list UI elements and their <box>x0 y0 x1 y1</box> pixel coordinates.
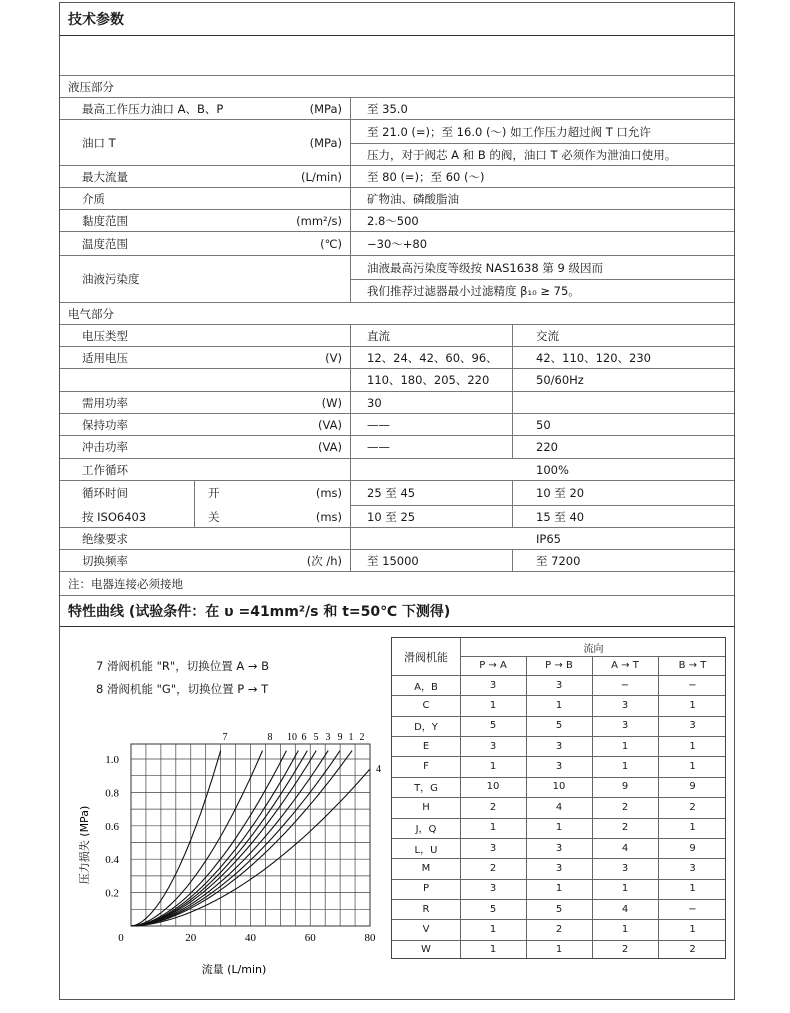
table-cell: 1 <box>555 883 563 895</box>
table-cell: 1 <box>555 822 563 834</box>
spec-value: 10 至 25 <box>367 509 416 524</box>
spec-value: 25 至 45 <box>367 486 416 500</box>
spec-label: 绝缘要求 <box>82 531 128 546</box>
spec-unit: (VA) <box>318 417 342 432</box>
electrical-section-title: 电气部分 <box>68 306 114 321</box>
spec-unit: (MPa) <box>309 135 342 150</box>
spec-value: 15 至 40 <box>536 509 585 524</box>
spec-label: 温度范围 <box>82 236 128 251</box>
ground-note: 注：电器连接必须接地 <box>68 576 183 591</box>
y-axis-label: 压力损失 (MPa) <box>78 805 91 885</box>
spec-value: 30 <box>367 395 382 410</box>
spec-label: 介质 <box>82 191 105 206</box>
curve-2 <box>131 751 352 926</box>
table-cell: 2 <box>621 801 629 813</box>
spec-value: 我们推荐过滤器最小过滤精度 β₁₀ ≥ 75。 <box>367 284 580 298</box>
table-cell: 3 <box>555 679 563 691</box>
table-cell: 3 <box>555 761 563 773</box>
x-tick-label: 20 <box>185 932 197 944</box>
table-cell: D，Y <box>414 722 438 734</box>
spec-label: 开 <box>208 486 220 500</box>
x-tick-label: 60 <box>304 932 316 944</box>
spec-value: 矿物油、磷酸脂油 <box>367 191 459 206</box>
spec-label: 最大流量 <box>82 169 128 184</box>
spec-label: 切换频率 <box>82 553 128 568</box>
spec-unit: (mm²/s) <box>296 213 342 228</box>
spec-label: 最高工作压力油口 A、B、P <box>82 101 224 116</box>
table-cell: 1 <box>555 944 563 956</box>
spec-value: 直流 <box>367 328 390 343</box>
spec-unit: (W) <box>321 395 342 410</box>
table-header-cell: B → T <box>678 660 707 671</box>
spec-unit: (VA) <box>318 440 342 454</box>
table-cell: 2 <box>555 923 563 935</box>
table-cell: T，G <box>414 783 438 795</box>
table-cell: 5 <box>489 903 497 915</box>
table-cell: 5 <box>555 720 563 732</box>
table-cell: 1 <box>689 761 696 773</box>
spec-label: 关 <box>208 509 220 524</box>
spec-label: 需用功率 <box>82 395 128 410</box>
curve-label: 1 <box>348 732 354 743</box>
curve-label: 8 <box>267 732 273 743</box>
spec-value: 至 21.0 (=)；至 16.0 (～) 如工作压力超过阀 T 口允许 <box>367 124 651 139</box>
table-cell: 1 <box>621 883 629 895</box>
page-title: 技术参数 <box>68 12 124 28</box>
spec-value: 220 <box>536 440 558 454</box>
curve-label: 4 <box>376 764 381 775</box>
table-cell: 9 <box>689 842 696 854</box>
hydraulic-section-title: 液压部分 <box>68 79 114 94</box>
table-cell: 2 <box>621 944 629 956</box>
table-header-cell: P → B <box>545 660 573 671</box>
table-cell: 2 <box>621 822 629 834</box>
y-tick-label: 0.8 <box>105 787 119 800</box>
table-cell: C <box>422 700 430 712</box>
spec-unit: (MPa) <box>309 101 342 116</box>
table-cell: 1 <box>489 822 497 834</box>
spec-label: 按 ISO6403 <box>82 509 147 524</box>
table-cell: F <box>423 761 429 773</box>
spec-value: 油液最高污染度等级按 NAS1638 第 9 级因而 <box>367 260 603 275</box>
table-cell: 3 <box>689 862 696 874</box>
curve-label: 9 <box>337 732 343 743</box>
table-cell: V <box>422 923 430 935</box>
curve-label: 6 <box>301 732 307 743</box>
spec-value: 100% <box>536 462 569 477</box>
spec-value: 50 <box>536 417 551 432</box>
y-tick-label: 0.4 <box>105 854 119 867</box>
curve-3 <box>131 751 316 926</box>
table-cell: 5 <box>555 903 563 915</box>
spec-unit: (ms) <box>315 486 342 500</box>
table-cell: 3 <box>489 679 497 691</box>
table-header-cell: 流向 <box>583 643 604 655</box>
spec-value: −30～+80 <box>367 236 428 251</box>
legend-line: 8 滑阀机能 "G"，切换位置 P → T <box>96 682 269 696</box>
table-cell: 1 <box>621 761 629 773</box>
table-cell: 1 <box>689 822 696 834</box>
table-cell: 2 <box>489 801 497 813</box>
y-tick-label: 0.2 <box>105 887 119 900</box>
spec-label: 油口 T <box>82 135 116 150</box>
spec-value: 至 80 (=)；至 60 (～) <box>367 169 485 184</box>
spec-value: 42、110、120、230 <box>536 350 651 365</box>
spec-label: 黏度范围 <box>82 213 128 228</box>
table-cell: W <box>421 944 431 956</box>
x-tick-label: 0 <box>118 932 124 944</box>
spec-unit: (ms) <box>315 509 342 524</box>
table-cell: 1 <box>489 761 497 773</box>
curve-label: 2 <box>359 732 365 743</box>
table-cell: 1 <box>489 923 497 935</box>
spec-value: —— <box>367 417 390 432</box>
spec-label: 适用电压 <box>82 350 128 365</box>
table-cell: − <box>688 903 697 915</box>
spec-value: 10 至 20 <box>536 486 585 500</box>
table-cell: 1 <box>689 700 696 712</box>
table-cell: 9 <box>689 781 696 793</box>
spec-value: —— <box>367 440 390 454</box>
table-cell: 2 <box>689 944 696 956</box>
curve-label: 10 <box>287 732 297 743</box>
table-cell: 3 <box>555 740 563 752</box>
table-cell: 3 <box>489 883 497 895</box>
table-cell: L，U <box>414 844 438 856</box>
table-cell: 10 <box>486 781 500 793</box>
spool-flow-table <box>391 637 726 959</box>
table-cell: 1 <box>489 944 497 956</box>
spec-label: 循环时间 <box>82 486 128 500</box>
table-cell: 1 <box>689 923 696 935</box>
table-cell: 3 <box>489 842 497 854</box>
table-cell: 3 <box>621 700 629 712</box>
table-header-cell: 滑阀机能 <box>404 650 448 664</box>
table-cell: 9 <box>621 781 629 793</box>
table-cell: 1 <box>621 923 629 935</box>
spec-value: 压力，对于阀芯 A 和 B 的阀，油口 T 必须作为泄油口使用。 <box>367 147 677 162</box>
table-cell: R <box>422 903 430 915</box>
table-cell: 4 <box>621 903 629 915</box>
table-cell: − <box>688 679 697 691</box>
spec-label: 工作循环 <box>82 462 128 477</box>
table-cell: 1 <box>689 883 696 895</box>
table-header-cell: A → T <box>611 660 639 671</box>
table-cell: 4 <box>555 801 563 813</box>
x-axis-label: 流量 (L/min) <box>201 963 267 976</box>
x-tick-label: 40 <box>245 932 256 944</box>
spec-value: 至 35.0 <box>367 101 408 116</box>
table-cell: 3 <box>555 842 563 854</box>
y-tick-label: 0.6 <box>105 820 119 833</box>
spec-value: IP65 <box>536 531 561 546</box>
table-cell: M <box>421 862 431 874</box>
table-cell: P <box>422 883 430 895</box>
table-cell: 1 <box>489 700 497 712</box>
spec-value: 交流 <box>536 328 559 343</box>
spec-unit: (L/min) <box>301 169 342 184</box>
x-tick-label: 80 <box>364 932 376 944</box>
spec-value: 2.8～500 <box>367 213 419 228</box>
table-cell: 1 <box>689 740 696 752</box>
spec-label: 冲击功率 <box>82 440 128 454</box>
spec-value: 至 15000 <box>367 553 419 568</box>
table-cell: 3 <box>555 862 563 874</box>
curve-label: 7 <box>222 732 228 743</box>
table-cell: 1 <box>621 740 629 752</box>
table-cell: 1 <box>555 700 563 712</box>
y-tick-label: 1.0 <box>105 754 119 766</box>
spec-unit: (℃) <box>320 236 342 251</box>
spec-label: 保持功率 <box>82 417 128 432</box>
table-cell: 4 <box>621 842 629 854</box>
legend-line: 7 滑阀机能 "R"，切换位置 A → B <box>96 659 270 673</box>
table-cell: 3 <box>689 720 696 732</box>
spec-value: 50/60Hz <box>536 373 584 387</box>
table-cell: 2 <box>689 801 696 813</box>
table-cell: 3 <box>621 862 629 874</box>
table-cell: 3 <box>489 740 497 752</box>
curve-title: 特性曲线 (试验条件：在 υ =41mm²/s 和 t=50℃ 下测得) <box>68 604 451 620</box>
table-cell: 10 <box>552 781 566 793</box>
table-cell: J，Q <box>415 824 437 836</box>
spec-unit: (V) <box>325 350 342 365</box>
table-cell: A，B <box>414 681 438 693</box>
spec-label: 电压类型 <box>82 328 128 343</box>
table-cell: E <box>422 740 430 752</box>
curve-label: 3 <box>325 732 331 743</box>
table-cell: H <box>422 801 430 813</box>
table-header-cell: P → A <box>479 660 507 671</box>
table-cell: 5 <box>489 720 497 732</box>
table-cell: − <box>620 679 630 691</box>
spec-value: 110、180、205、220 <box>367 373 490 387</box>
table-cell: 2 <box>489 862 497 874</box>
spec-value: 12、24、42、60、96、 <box>367 350 498 365</box>
spec-label: 油液污染度 <box>82 272 140 286</box>
table-cell: 3 <box>621 720 629 732</box>
curve-label: 5 <box>313 732 319 743</box>
spec-value: 至 7200 <box>536 553 581 568</box>
spec-unit: (次 /h) <box>306 553 342 568</box>
